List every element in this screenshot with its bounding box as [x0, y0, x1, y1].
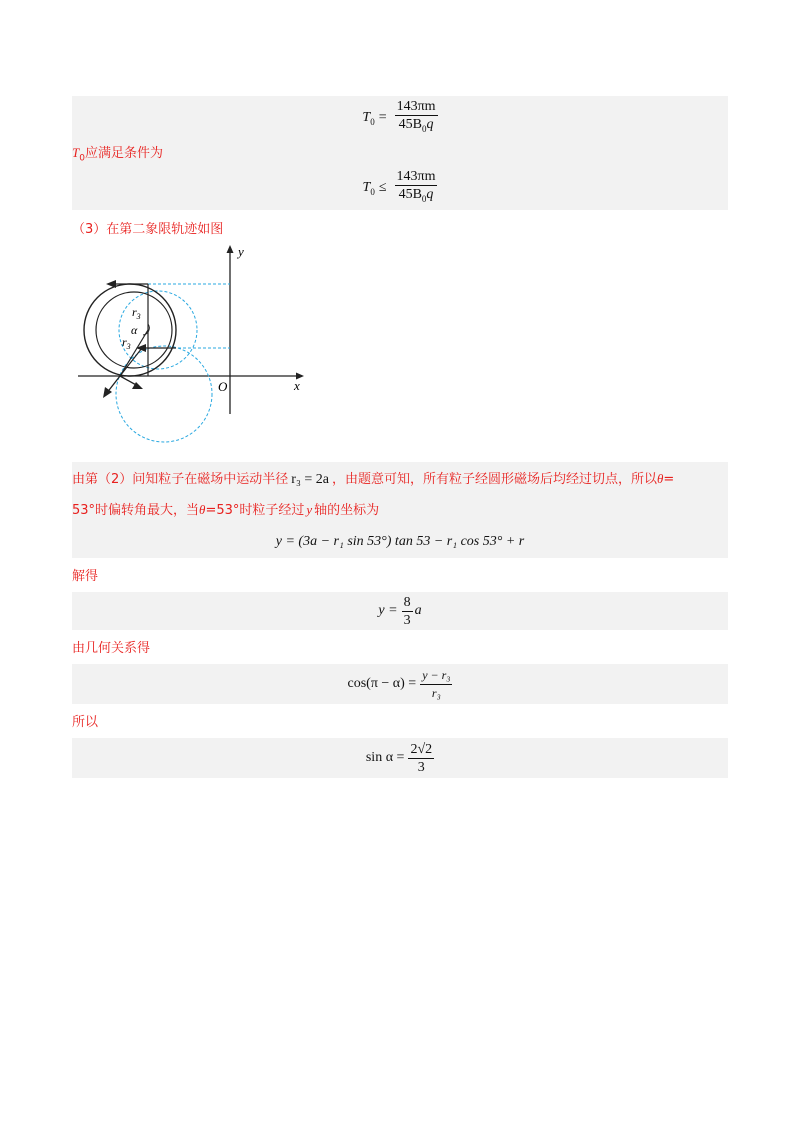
alpha-label: α [131, 323, 138, 337]
r3-label-lower: $r_3$ [122, 335, 131, 351]
x-axis-label: x [294, 378, 300, 393]
r3-label-upper: $r_3$ [132, 305, 141, 321]
label-solve: 解得 [72, 569, 99, 584]
t0-condition-label: $T_0$应满足条件为 [72, 140, 728, 166]
diagonal-radius-2 [120, 348, 142, 376]
document-page [72, 96, 728, 778]
solid-circle-large [84, 284, 176, 376]
trajectory-figure [72, 244, 312, 454]
label-therefore: 所以 [72, 715, 99, 730]
radius-formula: r₃ = 2a [291, 472, 329, 487]
equation-cos: cos(π − α) = $\frac{\text{y − r₃}}{\text{r₃}}$ [72, 664, 728, 704]
radius-paragraph: 由第（2）问知粒子在磁场中运动半径 r₃ = 2a ，由题意可知，所有粒子经圆形磁场后均经过切点，所以θ= 53°时偏转角最大，当θ=53°时粒子经过 y 轴的坐标为 y = (3a − r₁ sin 53°) tan 53 − r₁ cos 53° + r [72, 462, 728, 558]
equation-y-coordinate: y = (3a − r₁ sin 53°) tan 53 − r₁ cos 53° + r [275, 534, 525, 549]
part3-heading: （3）在第二象限轨迹如图 [72, 222, 224, 237]
equation-sin: sin α = $\frac{2√2}{3}$ [72, 738, 728, 778]
top-arrow-head [106, 280, 116, 288]
equation-t0-value: $T_0$ = $\frac{143\pi m}{45B_0q}$ [72, 96, 728, 140]
y-axis-label: y [238, 244, 244, 259]
equation-t0-condition: $T_0$ ≤ $\frac{143\pi m}{45B_0q}$ [72, 166, 728, 210]
equation-y-result: y = $\frac{8}{3}$ a [72, 592, 728, 630]
origin-label: O [218, 379, 228, 394]
label-geometry: 由几何关系得 [72, 641, 151, 656]
y-axis-arrow [227, 245, 234, 253]
